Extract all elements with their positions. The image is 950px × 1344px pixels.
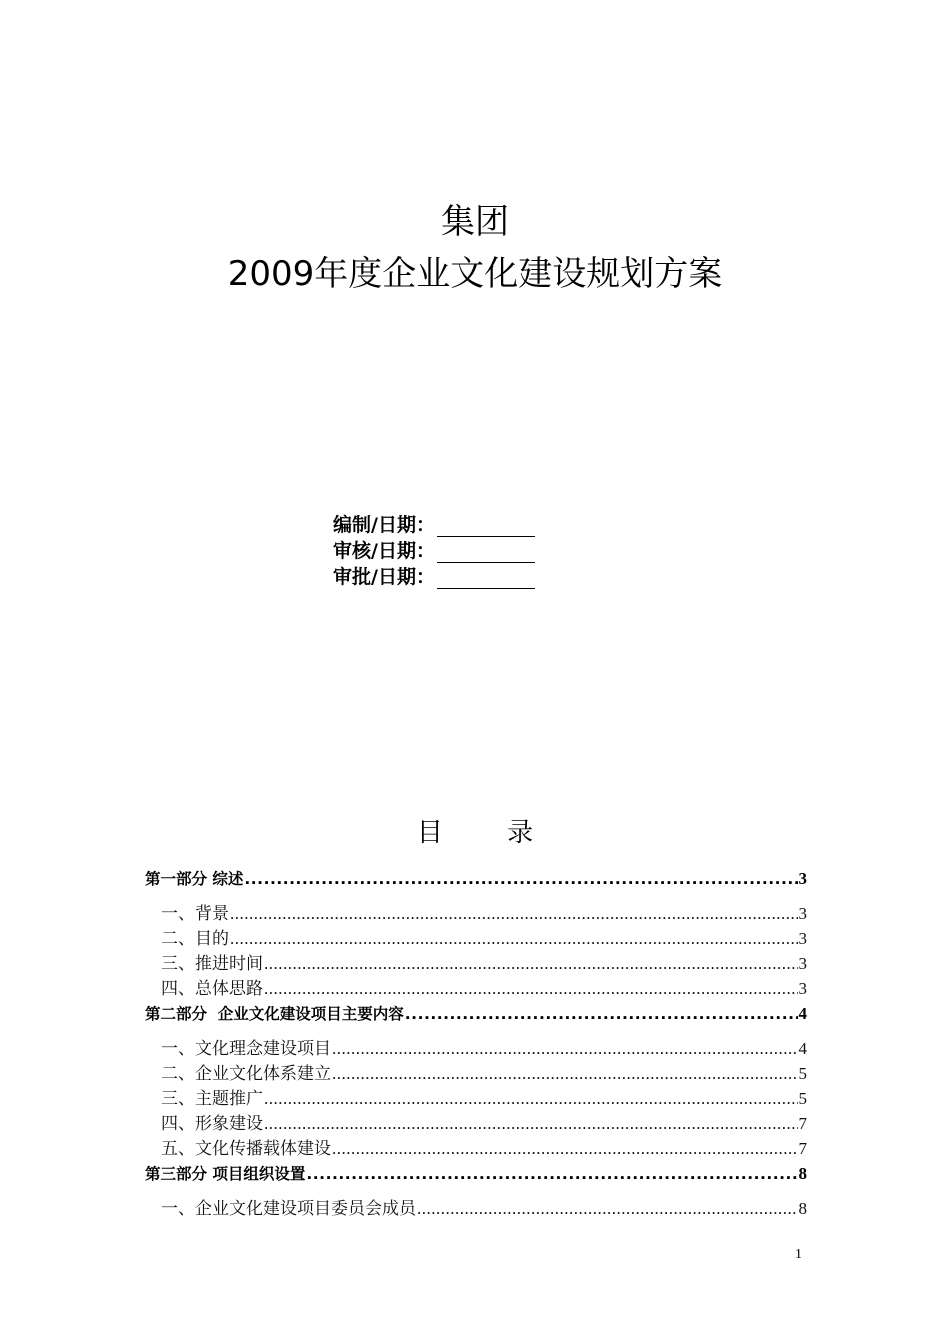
toc-part-1[interactable] bbox=[145, 866, 807, 891]
table-of-contents bbox=[145, 866, 807, 1221]
toc-page-number: 3 bbox=[798, 869, 807, 888]
toc-item[interactable] bbox=[145, 1136, 807, 1161]
toc-part-2[interactable] bbox=[145, 1001, 807, 1026]
toc-page-number: 3 bbox=[798, 904, 807, 923]
toc-item[interactable] bbox=[145, 1196, 807, 1221]
toc-item-title: 三、推进时间 bbox=[161, 954, 263, 973]
toc-item[interactable] bbox=[145, 976, 807, 1001]
toc-heading: 目 录 bbox=[416, 818, 562, 848]
sign-blank-line[interactable] bbox=[437, 568, 535, 589]
toc-leader-dots bbox=[332, 1036, 798, 1061]
toc-item-title: 一、背景 bbox=[161, 904, 229, 923]
toc-leader-dots bbox=[264, 951, 798, 976]
toc-leader-dots bbox=[306, 1162, 797, 1187]
toc-leader-dots bbox=[264, 1111, 798, 1136]
toc-item[interactable] bbox=[145, 1036, 807, 1061]
title-line-2: 2009年度企业文化建设规划方案 bbox=[227, 254, 723, 294]
sign-blank-line[interactable] bbox=[437, 516, 535, 537]
toc-page-number: 3 bbox=[798, 929, 807, 948]
page-number: 1 bbox=[795, 1247, 802, 1262]
sign-blank-line[interactable] bbox=[437, 542, 535, 563]
document-title bbox=[0, 196, 950, 300]
toc-page-number: 5 bbox=[798, 1089, 807, 1108]
sign-label: 审核/日期： bbox=[333, 540, 435, 562]
toc-leader-dots bbox=[332, 1061, 798, 1086]
toc-page-number: 3 bbox=[798, 979, 807, 998]
title-line-1: 集团 bbox=[441, 202, 509, 242]
toc-page-number: 7 bbox=[798, 1139, 807, 1158]
toc-item-title: 二、企业文化体系建立 bbox=[161, 1064, 331, 1083]
toc-part-title: 第三部分 项目组织设置 bbox=[145, 1165, 306, 1183]
toc-item-title: 三、主题推广 bbox=[161, 1089, 263, 1108]
toc-leader-dots bbox=[230, 901, 798, 926]
toc-item[interactable] bbox=[145, 951, 807, 976]
toc-page-number: 5 bbox=[798, 1064, 807, 1083]
toc-part-3[interactable] bbox=[145, 1161, 807, 1186]
toc-page-number: 8 bbox=[798, 1164, 807, 1183]
toc-part-title: 第一部分 综述 bbox=[145, 870, 244, 888]
sign-label: 编制/日期： bbox=[333, 514, 435, 536]
toc-leader-dots bbox=[417, 1196, 798, 1221]
toc-page-number: 3 bbox=[798, 954, 807, 973]
sign-row-approve bbox=[333, 563, 535, 589]
signature-block bbox=[333, 511, 535, 589]
toc-item[interactable] bbox=[145, 1061, 807, 1086]
sign-row-compile bbox=[333, 511, 535, 537]
sign-label: 审批/日期： bbox=[333, 566, 435, 588]
toc-item-title: 四、形象建设 bbox=[161, 1114, 263, 1133]
toc-page-number: 4 bbox=[798, 1039, 807, 1058]
sign-row-review bbox=[333, 537, 535, 563]
toc-leader-dots bbox=[244, 867, 797, 892]
toc-item-title: 一、企业文化建设项目委员会成员 bbox=[161, 1199, 416, 1218]
toc-item[interactable] bbox=[145, 1086, 807, 1111]
toc-leader-dots bbox=[405, 1002, 798, 1027]
toc-part-title: 第二部分 企业文化建设项目主要内容 bbox=[145, 1005, 404, 1023]
toc-page-number: 4 bbox=[798, 1004, 807, 1023]
toc-leader-dots bbox=[264, 976, 798, 1001]
toc-item[interactable] bbox=[145, 926, 807, 951]
toc-leader-dots bbox=[332, 1136, 798, 1161]
toc-item-title: 四、总体思路 bbox=[161, 979, 263, 998]
toc-item-title: 一、文化理念建设项目 bbox=[161, 1039, 331, 1058]
toc-leader-dots bbox=[264, 1086, 798, 1111]
toc-item[interactable] bbox=[145, 901, 807, 926]
toc-item-title: 二、目的 bbox=[161, 929, 229, 948]
toc-item[interactable] bbox=[145, 1111, 807, 1136]
toc-item-title: 五、文化传播载体建设 bbox=[161, 1139, 331, 1158]
toc-page-number: 7 bbox=[798, 1114, 807, 1133]
toc-leader-dots bbox=[230, 926, 798, 951]
toc-page-number: 8 bbox=[798, 1199, 807, 1218]
